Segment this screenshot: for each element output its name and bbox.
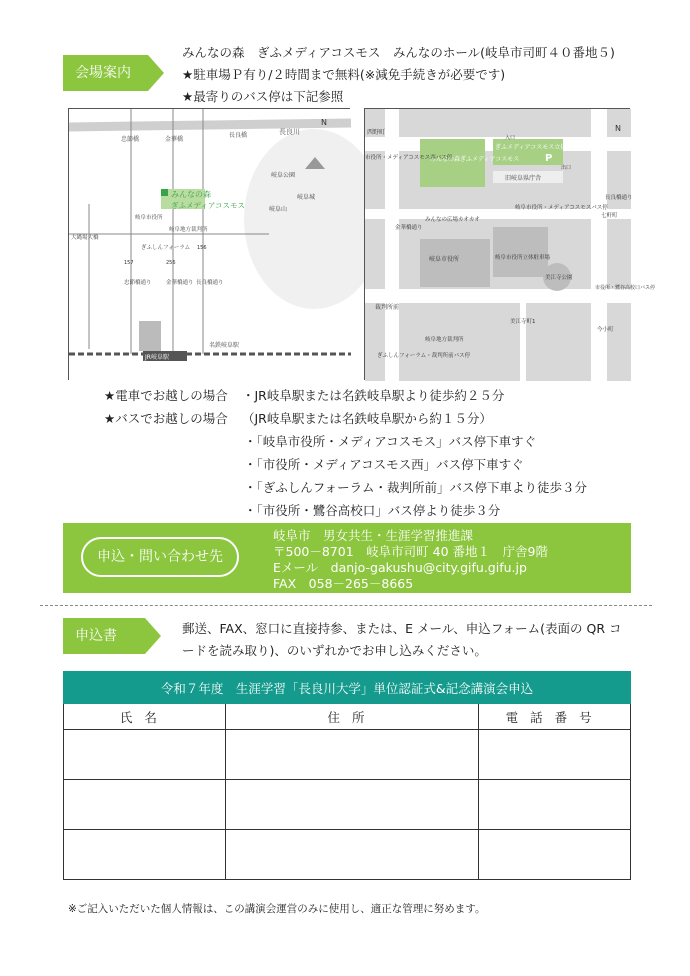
bus-stop-line-4: ・「市役所・鷺谷高校口」バス停より徒歩３分 (244, 503, 501, 518)
road-3: 長良橋通り (196, 280, 224, 286)
entrance: 入口 (505, 135, 516, 141)
road-2: 金華橋通り (166, 280, 194, 286)
bus-value: （JR岐阜駅または名鉄岐阜駅から約１５分） (242, 411, 492, 426)
name-cell[interactable] (64, 830, 226, 880)
parking-p: P (545, 153, 553, 164)
venue-line-1: みんなの森 ぎふメディアコスモス みんなのホール(岐阜市司町４０番地５) (182, 45, 615, 60)
city-parking: 岐阜市役所立体駐車場 (495, 255, 551, 261)
route-2: 256 (166, 260, 176, 266)
address-cell[interactable] (225, 830, 479, 880)
phone-cell[interactable] (479, 830, 631, 880)
train-key: ★電車でお越しの場合 (104, 388, 228, 403)
mieji-1: 美江寺町1 (510, 319, 536, 325)
apply-text: 郵送、FAX、窓口に直接持参、または、E メール、申込フォーム(表面の QR コードを読み取り)、のいずれかでお申し込みください。 (182, 621, 622, 658)
bus-stop-2: 岐阜市役所・メディアコスモスバス停 (515, 205, 608, 211)
nishino: 西野町 (367, 129, 386, 136)
detail-cosmos: みんなの森ぎふメディアコスモス (430, 156, 520, 163)
detail-city-office: 岐阜市役所 (429, 256, 460, 263)
divider (40, 605, 652, 606)
north-label: N (321, 118, 327, 127)
detail-court: 岐阜地方裁判所 (425, 337, 464, 343)
bus-key: ★バスでお越しの場合 (104, 411, 228, 426)
bus-stop-line-1: ・「岐阜市役所・メディアコスモス」バス停下車すぐ (244, 434, 537, 449)
bridge-3: 長良橋 (229, 132, 248, 139)
contact-label: 申込・問い合わせ先 (81, 537, 239, 577)
address-cell[interactable] (225, 730, 479, 780)
detail-north-label: N (615, 124, 621, 133)
imakoji: 今小町 (597, 327, 614, 333)
phone-cell[interactable] (479, 780, 631, 830)
bridge-2: 金華橋 (165, 136, 184, 143)
detail-map (364, 108, 656, 380)
name-cell[interactable] (64, 730, 226, 780)
col-name: 氏名 (64, 704, 226, 730)
map-city-office: 岐阜市役所 (135, 215, 163, 221)
old-pref: 旧岐阜県庁舎 (505, 175, 542, 182)
bus-stop-1: 市役所・メディアコスモス西バス停 (365, 155, 453, 161)
application-form (63, 671, 631, 880)
form-row (64, 780, 631, 830)
col-address: 住所 (225, 704, 479, 730)
facility-name-2: ぎふメディアコスモス (171, 201, 246, 210)
name-cell[interactable] (64, 780, 226, 830)
contact-box (63, 523, 631, 593)
venue-line-2: ★駐車場Ｐ有り/２時間まで無料(※減免手続きが必要です) (182, 67, 506, 82)
bus-stop-3: 市役所・鷺谷高校口バス停 (595, 285, 656, 291)
exit: 出口 (561, 165, 572, 171)
apply-label: 申込書 (63, 618, 145, 654)
kinka-st: 金華橋通り (395, 225, 423, 231)
area-map (68, 108, 350, 380)
venue-info (182, 42, 615, 108)
bridge-1: 忠節橋 (121, 136, 140, 143)
map-gifushin: ぎふしんフォーラム (141, 245, 191, 251)
shichiken: 七軒町 (601, 213, 618, 219)
map-park: 岐阜公園 (271, 172, 296, 179)
map-mountain: 岐阜山 (269, 206, 288, 213)
facility-name-1: みんなの森 (171, 190, 211, 199)
bus-stop-line-3: ・「ぎふしんフォーラム・裁判所前」バス停下車より徒歩３分 (244, 480, 588, 495)
venue-label: 会場案内 (63, 55, 148, 91)
form-title: 令和７年度 生涯学習「長良川大学」単位認証式&記念講演会申込 (64, 672, 631, 704)
map-castle: 岐阜城 (297, 194, 316, 201)
river-label: 長良川 (279, 128, 300, 136)
map-court: 岐阜地方裁判所 (169, 227, 208, 233)
court-st: 裁判所前 (375, 304, 400, 311)
road-1: 忠節橋通り (124, 280, 152, 286)
route-3: 156 (197, 245, 207, 251)
form-row (64, 830, 631, 880)
avenue-1: 大縄場大橋 (71, 235, 99, 241)
contact-email[interactable]: Eメール danjo-gakushu@city.gifu.gifu.jp (273, 560, 527, 575)
phone-cell[interactable] (479, 730, 631, 780)
venue-line-3: ★最寄りのバス停は下記参照 (182, 89, 344, 104)
address-cell[interactable] (225, 780, 479, 830)
train-value: ・JR岐阜駅または名鉄岐阜駅より徒歩約２５分 (242, 388, 505, 403)
bus-stop-line-2: ・「市役所・メディアコスモス西」バス停下車すぐ (244, 457, 524, 472)
form-row (64, 730, 631, 780)
mieji-park: 美江寺公園 (545, 275, 573, 281)
plaza: みんなの広場カオカオ (425, 217, 480, 223)
contact-text (273, 528, 548, 592)
contact-line-2: 〒500－8701 岐阜市司町 40 番地１ 庁舎9階 (273, 544, 548, 559)
jr-station: JR岐阜駅 (145, 354, 169, 361)
col-phone: 電話番号 (479, 704, 631, 730)
meitetsu-station: 名鉄岐阜駅 (209, 342, 240, 349)
detail-parking: ぎふメディアコスモス立体駐車場 (495, 144, 585, 151)
route-1: 157 (124, 260, 134, 266)
contact-fax: FAX 058－265－8665 (273, 576, 414, 591)
nagara-st: 長良橋通り (605, 195, 633, 201)
privacy-note: ※ご記入いただいた個人情報は、この講演会運営のみに使用し、適正な管理に努めます。 (68, 903, 486, 915)
bus-stop-4: ぎふしんフォーラム・裁判所前バス停 (377, 353, 471, 359)
access-info (104, 384, 587, 522)
contact-line-1: 岐阜市 男女共生・生涯学習推進課 (273, 528, 474, 543)
